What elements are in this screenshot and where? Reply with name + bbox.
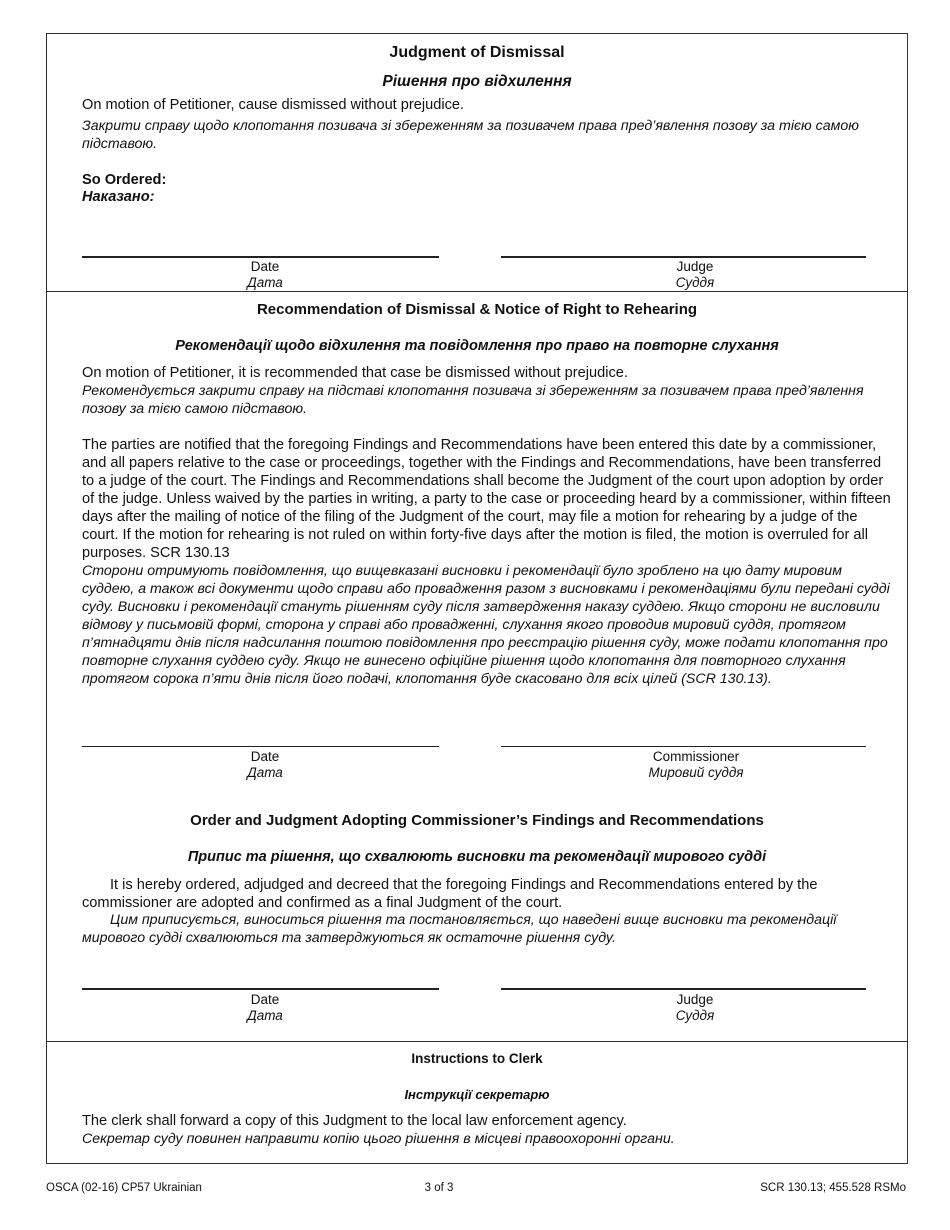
order-judgment-title-uk: Припис та рішення, що схвалюють висновки та рекомендації мирового судді	[187, 849, 767, 865]
date-label-3: Date Дата	[247, 992, 283, 1023]
recommendation-motion-text: On motion of Petitioner, it is recommended that case be dismissed without prejudice.	[82, 365, 628, 381]
dismissal-motion-text: On motion of Petitioner, cause dismissed without prejudice.	[82, 97, 465, 113]
footer-statute: SCR 130.13; 455.528 RSMo	[760, 1182, 906, 1194]
judge-signature-line-3	[501, 988, 866, 990]
clerk-instructions-title: Instructions to Clerk	[411, 1051, 543, 1066]
commissioner-signature-line	[501, 746, 866, 747]
date-label-1: Date Дата	[247, 259, 283, 290]
recommendation-title-uk: Рекомендації щодо відхилення та повідомлення про право на повторне слухання	[175, 338, 779, 354]
order-text: It is hereby ordered, adjudged and decreed that the foregoing Findings and Recommendations entered by the commissioner are adopted and confirmed as a final Judgment of the court.	[82, 877, 818, 911]
section-divider-1	[46, 291, 908, 292]
clerk-instructions-title-uk: Інструкції секретарю	[404, 1087, 550, 1102]
footer-page-number: 3 of 3	[424, 1182, 454, 1194]
clerk-instructions-text: The clerk shall forward a copy of this Judgment to the local law enforcement agency.	[82, 1113, 627, 1129]
section-divider-2	[46, 1041, 908, 1042]
judge-label-1: Judge Суддя	[675, 259, 715, 290]
rehearing-notice-text: The parties are notified that the foregoing Findings and Recommendations have been entered this date by a commissioner, and all papers relative to the case or proceedings, together with the Findings and Recommendations, have been transferred to a judge of the court. The Findings and Recommendations shall become the Judgment of the court upon adoption by order of the judge. Unless waived by the parties in writing, a party to the case or proceeding heard by a commissioner, within fifteen days after the mailing of notice of the filing of the Judgment of the court, may file a motion for rehearing by a judge of the court. If the motion for rehearing is not ruled on within forty-five days after the motion is filed, the motion is overruled for all purposes. SCR 130.13	[82, 437, 891, 561]
judgment-of-dismissal-title: Judgment of Dismissal	[389, 44, 565, 61]
date-signature-line-1	[82, 256, 439, 258]
dismissal-motion-text-uk: Закрити справу щодо клопотання позивача зі збереженням за позивачем права пред’явлення позову за тією самою підставою.	[82, 118, 859, 152]
so-ordered-label: So Ordered:	[82, 172, 167, 188]
judge-signature-line-1	[501, 256, 866, 258]
recommendation-title: Recommendation of Dismissal & Notice of Right to Rehearing	[256, 301, 698, 318]
order-text-uk: Цим приписується, виноситься рішення та постановляється, що наведені вище висновки та рекомендації мирового судді схвалюються та затверджуються як остаточне рішення суду.	[82, 912, 837, 946]
so-ordered-label-uk: Наказано:	[82, 189, 155, 205]
date-label-2: Date Дата	[247, 749, 283, 780]
order-judgment-title: Order and Judgment Adopting Commissioner’s Findings and Recommendations	[190, 812, 764, 829]
clerk-instructions-text-uk: Секретар суду повинен направити копію цього рішення в місцеві правоохоронні органи.	[82, 1131, 675, 1147]
judgment-of-dismissal-title-uk: Рішення про відхилення	[382, 73, 572, 90]
date-signature-line-3	[82, 988, 439, 990]
recommendation-motion-text-uk: Рекомендується закрити справу на підставі клопотання позивача зі збереженням за позивачем права пред’явлення позову за тією самою підставою.	[82, 383, 864, 417]
date-signature-line-2	[82, 746, 439, 747]
judge-label-3: Judge Суддя	[675, 992, 715, 1023]
rehearing-notice-text-uk: Сторони отримують повідомлення, що вищевказані висновки і рекомендації було зроблено на цю дату мировим суддею, а також всі документи щодо справи або провадження разом з висновками і рекомендаціями були передані судді суду. Висновки і рекомендації стануть рішенням суду після затвердження наказу суддею. Якщо сторони не висловили відмову у письмовій формі, сторона у справі або провадженні, слухання якого проводив мировий суддя, протягом п’ятнадцяти днів після надсилання поштою повідомлення про реєстрацію рішення суду, може подати клопотання про повторне слухання суддею суду. Якщо не винесено офіційне рішення щодо клопотання для повторного слухання протягом сорока п’яти днів після його подачі, клопотання буде скасовано для всіх цілей (SCR 130.13).	[82, 563, 890, 687]
commissioner-label: Commissioner Мировий суддя	[648, 749, 744, 780]
footer-form-id: OSCA (02-16) CP57 Ukrainian	[46, 1182, 202, 1194]
